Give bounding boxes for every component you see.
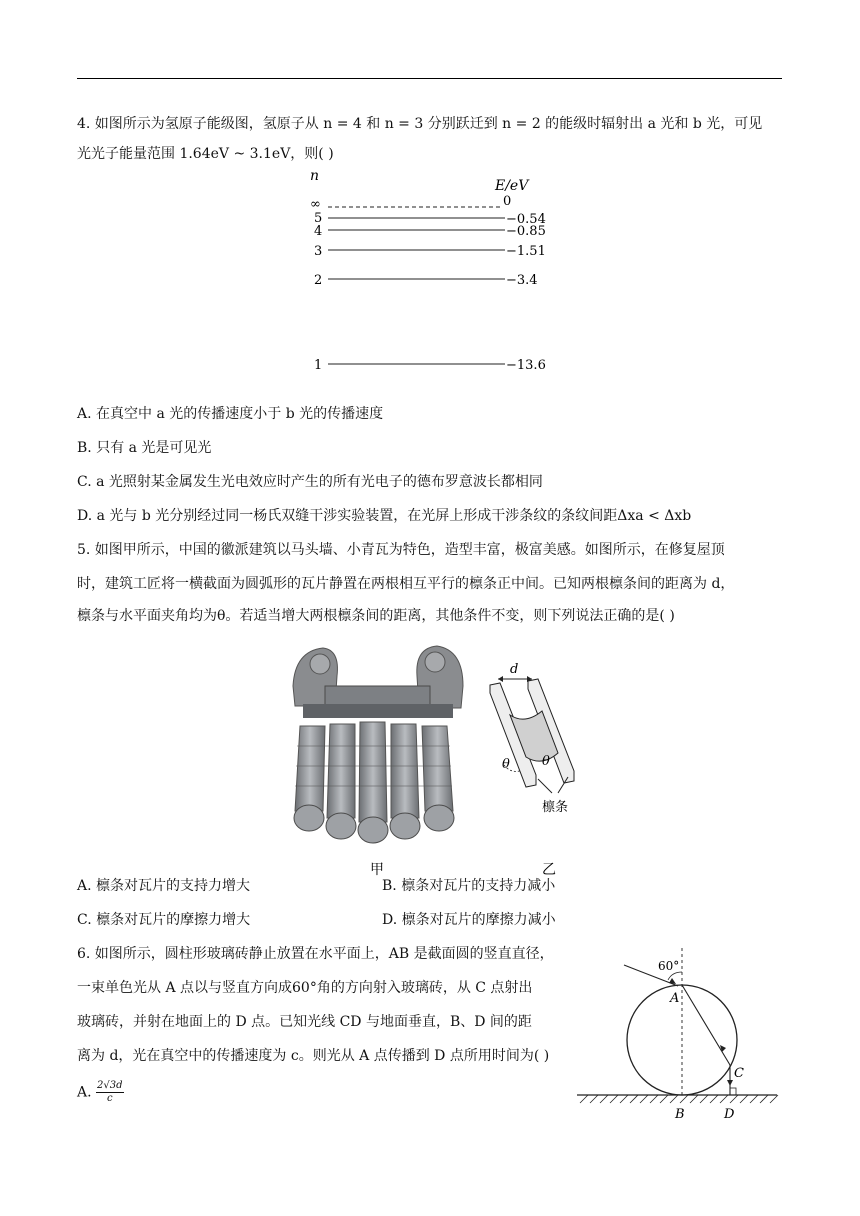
- level-n-5: 5: [314, 211, 323, 226]
- q4-option-a: A. 在真空中 a 光的传播速度小于 b 光的传播速度: [77, 406, 384, 422]
- level-e-2: −3.4: [506, 273, 538, 288]
- header-rule: [77, 78, 782, 79]
- roof-tile-photo: [285, 636, 470, 861]
- level-n-4: 4: [314, 224, 323, 239]
- svg-text:乙: 乙: [542, 862, 556, 878]
- level-n-1: 1: [314, 358, 323, 373]
- q5-stem-line2: 时，建筑工匠将一横截面为圆弧形的瓦片静置在两根相互平行的檩条正中间。已知两根檩条间的距离为 d，: [77, 576, 735, 592]
- q5-stem-line1: 5. 如图甲所示，中国的徽派建筑以马头墙、小青瓦为特色，造型丰富，极富美感。如图所示，在修复屋顶: [77, 542, 725, 558]
- q4-stem-line2: 光光子能量范围 1.64eV ~ 3.1eV，则( ): [77, 146, 334, 162]
- q6-stem-line1: 6. 如图所示，圆柱形玻璃砖静止放置在水平面上，AB 是截面圆的竖直直径，: [77, 946, 554, 962]
- q5-option-b: B. 檩条对瓦片的支持力减小: [382, 878, 556, 894]
- q5-option-a: A. 檩条对瓦片的支持力增大: [77, 878, 251, 894]
- label-d: d: [510, 662, 519, 677]
- q6-option-a: [77, 1080, 124, 1105]
- purlin-diagram: [480, 655, 590, 855]
- point-d-label: D: [724, 1107, 735, 1122]
- q4-option-b: B. 只有 a 光是可见光: [77, 440, 212, 456]
- point-c-label: C: [734, 1066, 744, 1081]
- svg-text:甲: 甲: [370, 862, 384, 878]
- level-n-2: 2: [314, 273, 323, 288]
- level-e-4: −0.85: [506, 224, 546, 239]
- label-lintiao: 檩条: [542, 800, 569, 815]
- q4-stem-line1: 4. 如图所示为氢原子能级图，氢原子从 n = 4 和 n = 3 分别跃迁到 n = 2 的能级时辐射出 a 光和 b 光，可见: [77, 116, 763, 132]
- point-b-label: B: [675, 1107, 685, 1122]
- label-theta-left: θ: [502, 757, 510, 772]
- level-e-3: −1.51: [506, 244, 546, 259]
- q6-option-a-denominator: c: [106, 1093, 113, 1104]
- q6-option-a-fraction: [96, 1080, 124, 1105]
- energy-axis-label: E/eV: [495, 178, 529, 194]
- q6-option-a-numerator: 2√3d: [97, 1080, 123, 1091]
- q6-stem-line3: 玻璃砖，并射在地面上的 D 点。已知光线 CD 与地面垂直，B、D 间的距: [77, 1014, 532, 1030]
- q4-option-d: D. a 光与 b 光分别经过同一杨氏双缝干涉实验装置，在光屏上形成干涉条纹的条纹间距Δxa < Δxb: [77, 508, 692, 524]
- q5-option-d: D. 檩条对瓦片的摩擦力减小: [382, 912, 556, 928]
- q6-stem-line2: 一束单色光从 A 点以与竖直方向成60°角的方向射入玻璃砖，从 C 点射出: [77, 980, 533, 996]
- point-a-label: A: [670, 991, 680, 1006]
- level-n-inf: ∞: [310, 197, 321, 212]
- level-e-1: −13.6: [506, 358, 546, 373]
- q5-option-c: C. 檩条对瓦片的摩擦力增大: [77, 912, 251, 928]
- q5-stem-line3: 檩条与水平面夹角均为θ。若适当增大两根檩条间的距离，其他条件不变，则下列说法正确的是( ): [77, 608, 675, 624]
- q4-option-c: C. a 光照射某金属发生光电效应时产生的所有光电子的德布罗意波长都相同: [77, 474, 543, 490]
- level-e-5: −0.54: [506, 212, 546, 227]
- n-axis-label: n: [310, 168, 320, 184]
- label-theta-right: θ: [542, 754, 550, 769]
- q6-option-a-label: A.: [77, 1084, 92, 1101]
- q6-stem-line4: 离为 d，光在真空中的传播速度为 c。则光从 A 点传播到 D 点所用时间为( ): [77, 1048, 550, 1064]
- level-n-3: 3: [314, 244, 323, 259]
- level-e-inf: 0: [503, 194, 512, 209]
- energy-level-diagram: [300, 165, 570, 380]
- label-60deg: 60°: [658, 959, 680, 973]
- glass-cylinder-diagram: [572, 940, 787, 1125]
